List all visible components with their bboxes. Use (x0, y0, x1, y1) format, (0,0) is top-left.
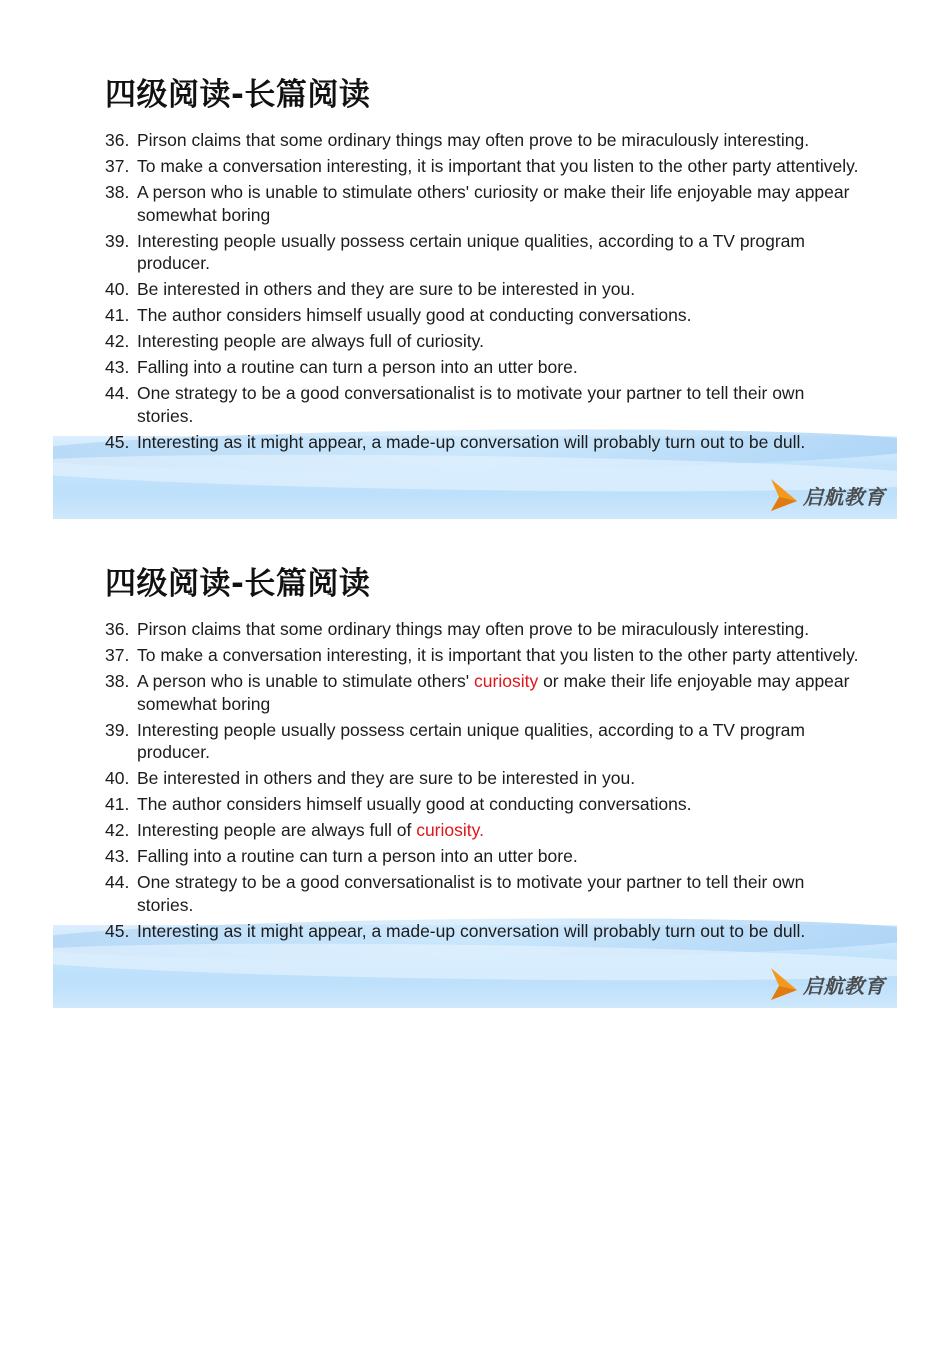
item-number: 42. (105, 820, 130, 840)
item-text: Interesting people usually possess certain unique qualities, according to a TV program producer. (137, 719, 805, 762)
highlighted-keyword: curiosity. (416, 820, 484, 840)
item-text: Interesting people are always full of curiosity. (137, 331, 484, 351)
list-item (105, 644, 865, 667)
item-number: 38. (105, 671, 130, 691)
item-text: A person who is unable to stimulate others' curiosity or make their life enjoyable may appear somewhat boring (137, 182, 850, 225)
list-item (105, 330, 865, 353)
item-text: Pirson claims that some ordinary things may often prove to be miraculously interesting. (137, 619, 810, 639)
list-item (105, 356, 865, 379)
item-number: 40. (105, 279, 130, 299)
list-item (105, 670, 865, 715)
logo-text: 启航教育 (803, 484, 885, 509)
list-item (105, 618, 865, 641)
list-item (105, 431, 865, 454)
brand-logo (767, 477, 885, 513)
list-item (105, 845, 865, 868)
list-item (105, 871, 865, 916)
item-text-after: or make their life enjoyable may appear somewhat boring (137, 671, 850, 714)
list-item (105, 181, 865, 226)
item-number: 44. (105, 383, 130, 403)
statement-list (105, 129, 865, 457)
item-text: To make a conversation interesting, it is important that you listen to the other party attentively. (137, 645, 859, 665)
item-number: 37. (105, 645, 130, 665)
sail-arrow-icon (767, 966, 801, 1002)
item-number: 39. (105, 719, 130, 740)
item-text-before: A person who is unable to stimulate others' (137, 671, 475, 691)
item-number: 40. (105, 768, 130, 788)
item-number: 36. (105, 130, 130, 150)
list-item (105, 767, 865, 790)
item-text: Interesting as it might appear, a made-up conversation will probably turn out to be dull. (137, 920, 806, 941)
item-number: 41. (105, 794, 130, 814)
item-text: One strategy to be a good conversationalist is to motivate your partner to tell their own stories. (137, 383, 805, 426)
sail-arrow-icon (767, 477, 801, 513)
item-text: Falling into a routine can turn a person into an utter bore. (137, 846, 578, 866)
item-text: Interesting people usually possess certain unique qualities, according to a TV program producer. (137, 230, 805, 273)
item-number: 45. (105, 431, 130, 452)
item-number: 37. (105, 156, 130, 176)
logo-text: 启航教育 (803, 973, 885, 998)
highlighted-keyword: curiosity (474, 671, 539, 691)
list-item (105, 155, 865, 178)
slide-1 (53, 53, 897, 519)
slide-title: 四级阅读-长篇阅读 (105, 566, 371, 602)
item-text: Be interested in others and they are sure to be interested in you. (137, 768, 636, 788)
item-text: Be interested in others and they are sure to be interested in you. (137, 279, 636, 299)
list-item (105, 793, 865, 816)
list-item (105, 278, 865, 301)
item-number: 43. (105, 357, 130, 377)
item-text: The author considers himself usually good at conducting conversations. (137, 305, 692, 325)
item-number: 39. (105, 230, 130, 251)
item-text-before: Interesting people are always full of (137, 820, 417, 840)
item-text: Interesting as it might appear, a made-up conversation will probably turn out to be dull. (137, 431, 806, 452)
item-number: 42. (105, 331, 130, 351)
list-item (105, 382, 865, 427)
list-item (105, 920, 865, 943)
list-item (105, 304, 865, 327)
item-number: 36. (105, 619, 130, 639)
brand-logo (767, 966, 885, 1002)
slide-title: 四级阅读-长篇阅读 (105, 77, 371, 113)
item-number: 38. (105, 182, 130, 202)
item-text: The author considers himself usually good at conducting conversations. (137, 794, 692, 814)
item-number: 44. (105, 872, 130, 892)
list-item (105, 230, 865, 275)
statement-list (105, 618, 865, 946)
item-text: Falling into a routine can turn a person into an utter bore. (137, 357, 578, 377)
item-text: To make a conversation interesting, it is important that you listen to the other party attentively. (137, 156, 859, 176)
slide-2 (53, 542, 897, 1008)
item-text: One strategy to be a good conversationalist is to motivate your partner to tell their own stories. (137, 872, 805, 915)
item-number: 41. (105, 305, 130, 325)
item-text: Pirson claims that some ordinary things may often prove to be miraculously interesting. (137, 130, 810, 150)
list-item (105, 819, 865, 842)
list-item (105, 719, 865, 764)
list-item (105, 129, 865, 152)
item-number: 45. (105, 920, 130, 941)
item-number: 43. (105, 846, 130, 866)
